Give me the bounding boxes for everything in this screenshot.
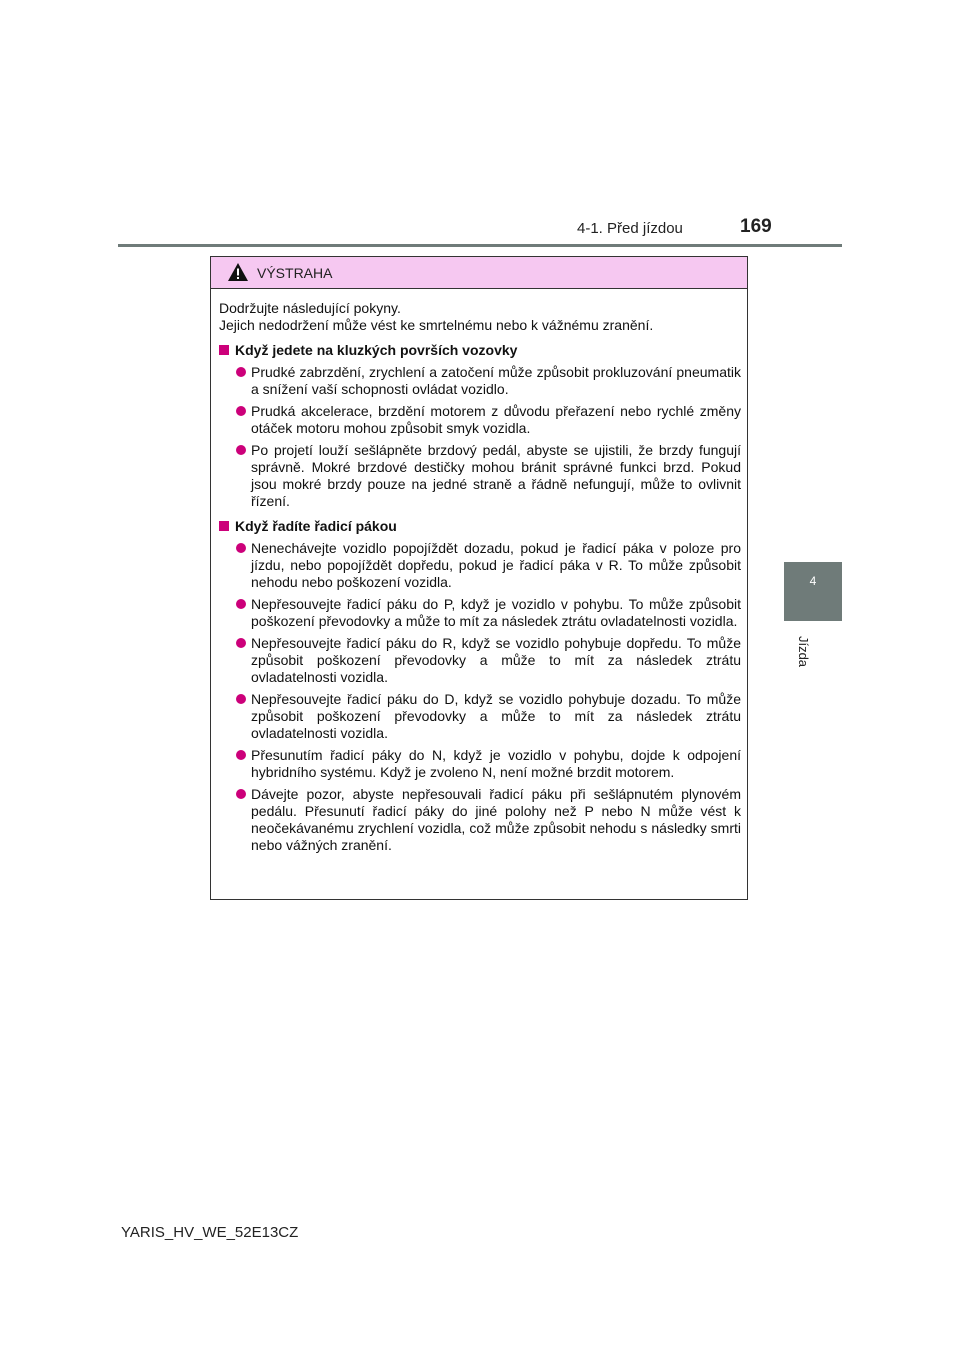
section-heading-shifting: Když řadíte řadicí pákou [219, 518, 741, 535]
bullet-dot-icon [236, 367, 246, 377]
bullet-dot-icon [236, 789, 246, 799]
list-item: Nepřesouvejte řadicí páku do P, když je vozidlo v pohybu. To může způsobit poškození převodovky a může to mít za následek ztrátu ovladatelnosti vozidla. [219, 596, 741, 630]
warning-triangle-icon [227, 262, 249, 282]
header-rule [118, 244, 842, 247]
list-item: Prudká akcelerace, brzdění motorem z důvodu přeřazení nebo rychlé změny otáček motoru mohou způsobit smyk vozidla. [219, 403, 741, 437]
bullet-dot-icon [236, 694, 246, 704]
warning-title: VÝSTRAHA [257, 265, 333, 281]
chapter-number: 4 [809, 574, 817, 588]
section-label: 4-1. Před jízdou [577, 220, 683, 237]
page-header [0, 0, 960, 250]
section-heading-slippery: Když jedete na kluzkých površích vozovky [219, 342, 741, 359]
list-item: Dávejte pozor, abyste nepřesouvali řadicí páku při sešlápnutém plynovém pedálu. Přesunutí řadicí páky do jiné polohy než P nebo N může vést k neočekávanému zrychlení vozidla, což může způsobit nehodu s následky smrti nebo vážných zranění. [219, 786, 741, 854]
bullet-dot-icon [236, 638, 246, 648]
list-item: Nepřesouvejte řadicí páku do R, když se vozidlo pohybuje dopředu. To může způsobit poškození převodovky a může to mít za následek ztrátu ovladatelnosti vozidla. [219, 635, 741, 686]
list-item: Přesunutím řadicí páky do N, když je vozidlo v pohybu, dojde k odpojení hybridního systému. Když je zvoleno N, není možné brzdit motorem. [219, 747, 741, 781]
intro-line: Dodržujte následující pokyny. [219, 300, 401, 316]
chapter-tab [784, 562, 842, 621]
list-item: Nenechávejte vozidlo popojíždět dozadu, pokud je řadicí páka v poloze pro jízdu, nebo popojíždět dopředu, pokud je řadicí páka v R. To může způsobit nehodu nebo poškození vozidla. [219, 540, 741, 591]
bullet-dot-icon [236, 406, 246, 416]
bullet-dot-icon [236, 750, 246, 760]
warning-header [211, 257, 747, 289]
chapter-label: Jízda [796, 635, 812, 668]
warning-intro [219, 300, 741, 334]
intro-line: Jejich nedodržení může vést ke smrtelnému nebo k vážnému zranění. [219, 317, 654, 333]
warning-box [210, 256, 748, 900]
list-item: Po projetí louží sešlápněte brzdový pedál, abyste se ujistili, že brzdy fungují správně. Mokré brzdové destičky mohou bránit správné funkci brzd. Pokud jsou mokré brzdy pouze na jedné straně a řádně nefungují, může to ovlivnit řízení. [219, 442, 741, 510]
bullet-dot-icon [236, 599, 246, 609]
list-item: Nepřesouvejte řadicí páku do D, když se vozidlo pohybuje dozadu. To může způsobit poškození převodovky a může to mít za následek ztrátu ovladatelnosti vozidla. [219, 691, 741, 742]
document-code: YARIS_HV_WE_52E13CZ [121, 1224, 299, 1241]
list-item: Prudké zabrzdění, zrychlení a zatočení může způsobit prokluzování pneumatik a snížení vaší schopnosti ovládat vozidlo. [219, 364, 741, 398]
page-number: 169 [740, 216, 772, 237]
warning-body [211, 289, 747, 854]
bullet-dot-icon [236, 445, 246, 455]
chapter-label-wrap [796, 630, 820, 680]
bullet-dot-icon [236, 543, 246, 553]
